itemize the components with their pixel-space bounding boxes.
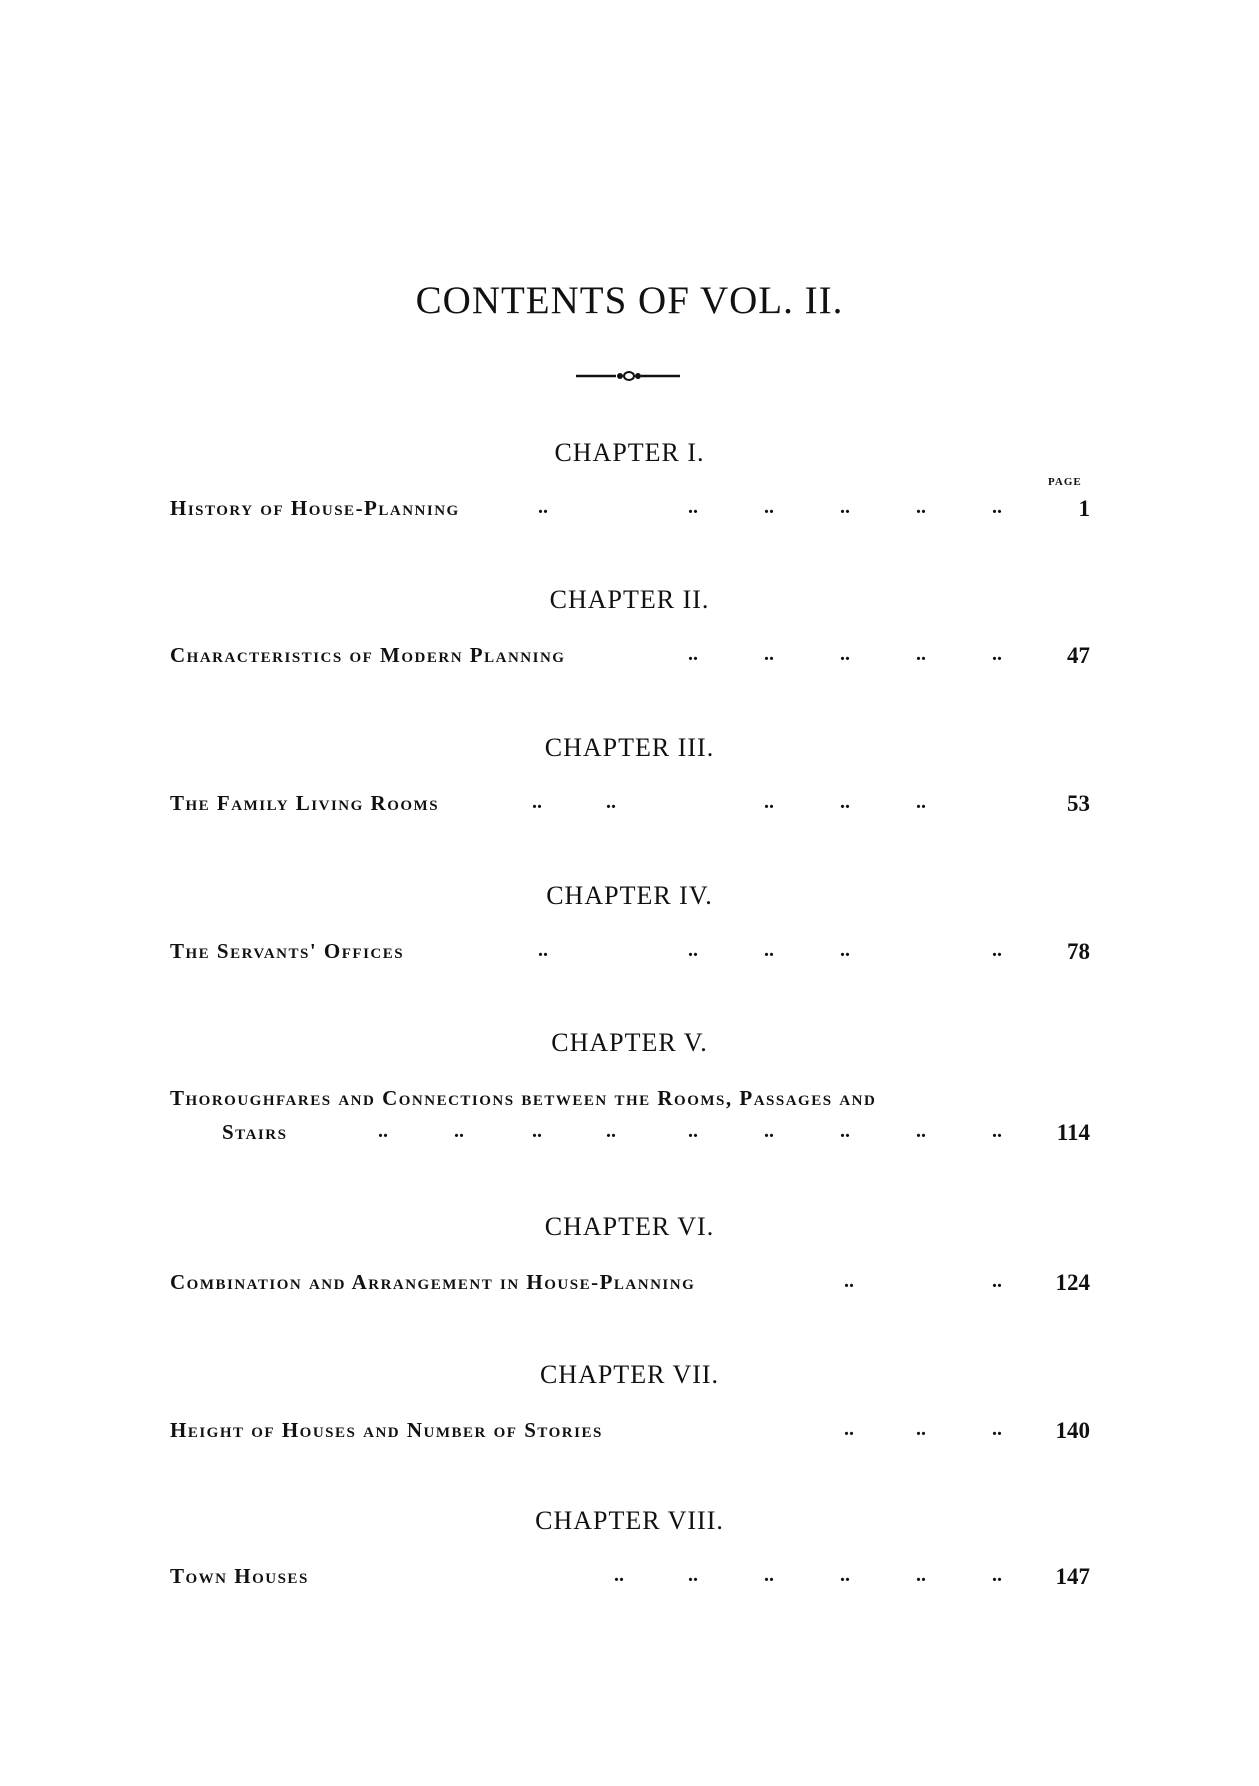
- page-title: CONTENTS OF VOL. II.: [415, 279, 844, 322]
- page-number: 1: [1078, 496, 1090, 521]
- chapter-heading: CHAPTER III.: [544, 733, 715, 762]
- chapter-heading: CHAPTER VII.: [539, 1360, 720, 1389]
- chapter-heading: CHAPTER IV.: [546, 881, 713, 910]
- entry-title: History of House-Planning: [170, 496, 460, 520]
- entry-title: Combination and Arrangement in House-Planning: [170, 1270, 696, 1294]
- contents-page: CONTENTS OF VOL. II. PAGE CHAPTER I. History of House-Planning .. .. .. .. .. .. 1 CHAPTER II. Characteristics of Modern Planning .. .. .. .. .. 47 CHAPTER III. The Family Living Rooms .. .. .. .. .. 53 CHAPTER IV. The Servants' Offices .. .. .. .. .. 78 CHAPTER V. Thoroughfares and Connections between the Rooms, Passages and Stairs .. .. .. .. .. .. .. .. .. 114 CHAPTER VI. Combination and Arrangement in House-Planning .. .. 124 CHAPTER VII. Height of Houses and Number of Stories .. .. .. 140 CHAPTER VIII. Town Houses .. .. .. .. .. .. 147: [0, 0, 1259, 1786]
- chapter-heading: CHAPTER II.: [549, 585, 710, 614]
- page-number: 140: [1055, 1418, 1090, 1443]
- chapter-heading: CHAPTER VIII.: [535, 1506, 724, 1535]
- page-number: 114: [1056, 1120, 1090, 1145]
- page-number: 124: [1055, 1270, 1090, 1295]
- page-column-label: PAGE: [1048, 476, 1082, 488]
- entry-title: Thoroughfares and Connections between the Rooms, Passages and: [170, 1086, 877, 1110]
- ornament-divider: [576, 366, 680, 386]
- page-number: 147: [1055, 1564, 1090, 1589]
- page-number: 78: [1067, 939, 1090, 964]
- entry-title: Height of Houses and Number of Stories: [170, 1418, 603, 1442]
- entry-title: Town Houses: [170, 1564, 309, 1588]
- chapter-heading: CHAPTER V.: [551, 1028, 708, 1057]
- entry-title-continued: Stairs: [222, 1120, 288, 1144]
- chapter-heading: CHAPTER VI.: [544, 1212, 715, 1241]
- entry-title: Characteristics of Modern Planning: [170, 643, 566, 667]
- page-number: 47: [1067, 643, 1090, 668]
- entry-title: The Servants' Offices: [170, 939, 405, 963]
- chapter-heading: CHAPTER I.: [554, 438, 705, 467]
- entry-title: The Family Living Rooms: [170, 791, 440, 815]
- page-number: 53: [1067, 791, 1090, 816]
